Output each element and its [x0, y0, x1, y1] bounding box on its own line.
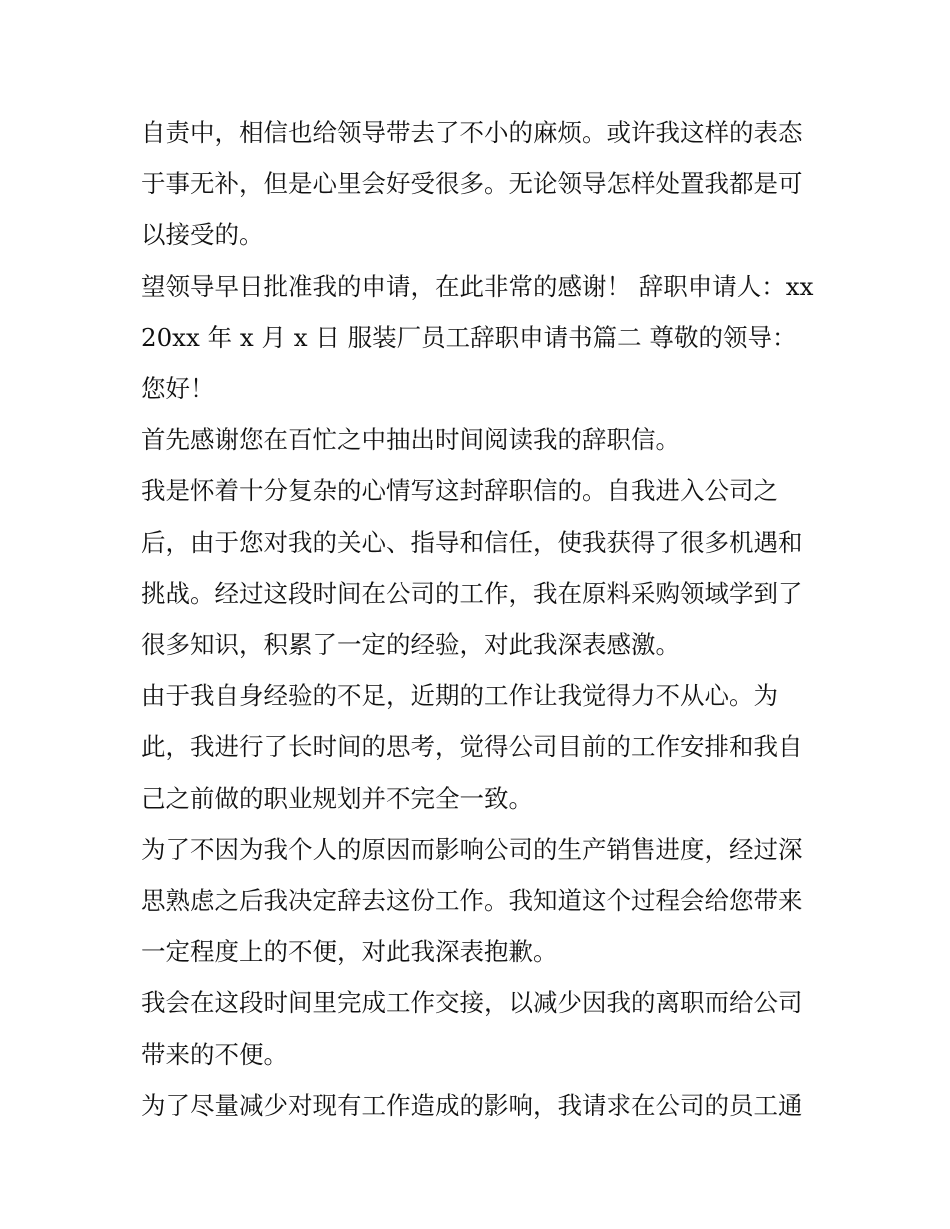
paragraph: 我会在这段时间里完成工作交接，以减少因我的离职而给公司带来的不便。: [141, 988, 803, 1069]
paragraph: 为了尽量减少对现有工作造成的影响，我请求在公司的员工通: [141, 1090, 803, 1120]
paragraph: 望领导早日批准我的申请，在此非常的感谢！ 辞职申请人：xx 20xx 年 x 月 x 日 服装厂员工辞职申请书篇二 尊敬的领导：: [141, 271, 814, 352]
document-body: [141, 107, 821, 1131]
paragraph: 自责中，相信也给领导带去了不小的麻烦。或许我这样的表态于事无补，但是心里会好受很多。无论领导怎样处置我都是可以接受的。: [141, 118, 803, 250]
paragraph: 首先感谢您在百忙之中抽出时间阅读我的辞职信。: [141, 425, 680, 455]
paragraph: 我是怀着十分复杂的心情写这封辞职信的。自我进入公司之后，由于您对我的关心、指导和信任，使我获得了很多机遇和挑战。经过这段时间在公司的工作，我在原料采购领域学到了很多知识，积累了一定的经验，对此我深表感激。: [141, 476, 803, 660]
paragraph: 由于我自身经验的不足，近期的工作让我觉得力不从心。为此，我进行了长时间的思考，觉得公司目前的工作安排和我自己之前做的职业规划并不完全一致。: [141, 681, 803, 813]
paragraph: 为了不因为我个人的原因而影响公司的生产销售进度，经过深思熟虑之后我决定辞去这份工作。我知道这个过程会给您带来一定程度上的不便，对此我深表抱歉。: [141, 834, 803, 967]
paragraph: 您好！: [141, 374, 215, 404]
